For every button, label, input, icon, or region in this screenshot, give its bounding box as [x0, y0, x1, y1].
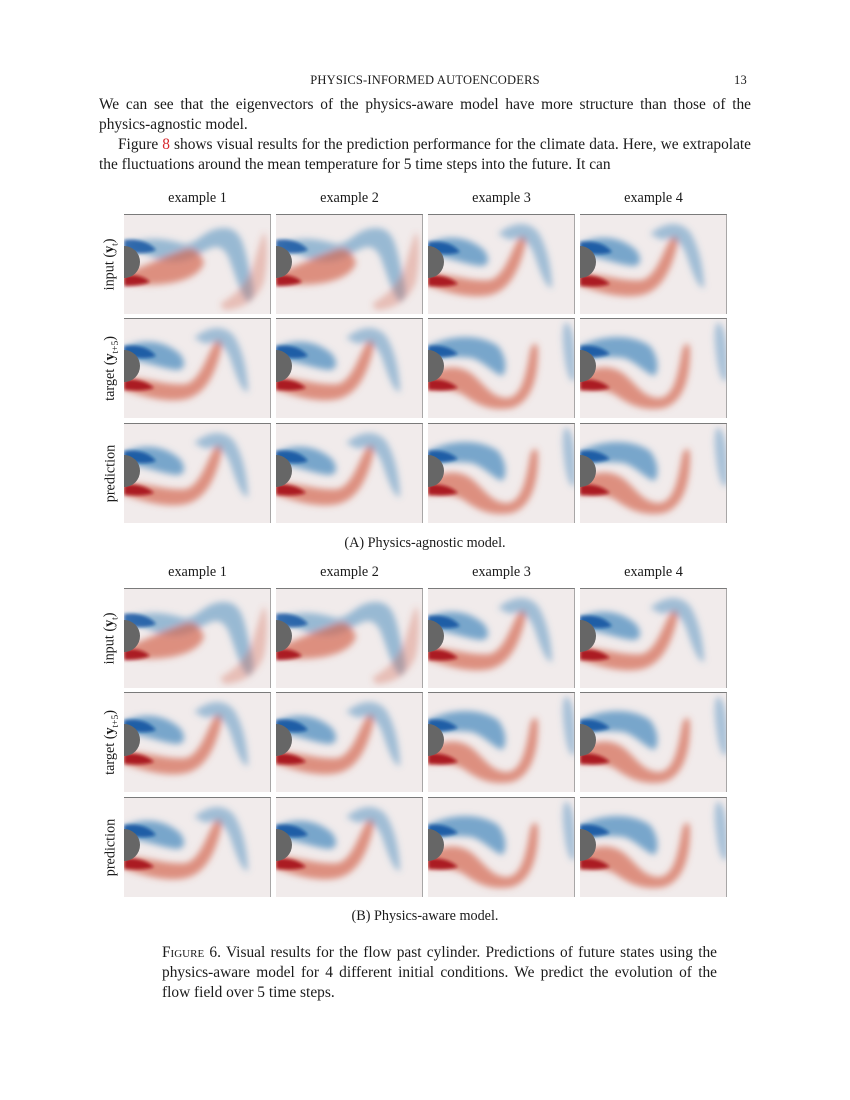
row-label-target — [100, 318, 122, 418]
subfigure-a-caption-text: Physics-agnostic model. — [367, 535, 506, 551]
paragraph-text: We can see that the eigenvectors of the physics-aware model have more structure than those of the physics-agnostic model. — [99, 96, 751, 133]
subfigure-a-label: (A) — [344, 535, 365, 551]
column-header-example-4: example 4 — [624, 564, 683, 580]
figure-caption-text: Visual results for the flow past cylinder. Predictions of future states using the physics-aware model for 4 different initial conditions. We predict the evolution of the flow field over 5 time steps. — [162, 944, 717, 1001]
row-label-prediction — [100, 423, 122, 523]
column-header-example-3: example 3 — [472, 564, 531, 580]
row-label-text: prediction — [102, 818, 119, 876]
flow-panel-target-example-4 — [580, 692, 727, 792]
paragraph-text: shows visual results for the prediction performance for the climate data. Here, we extrapolate the fluctuations around the mean temperature for 5 time steps into the future. It can — [99, 136, 752, 173]
paragraph-figure-8 — [99, 135, 751, 175]
row-label-input — [100, 588, 122, 688]
flow-panel-input-example-3 — [428, 588, 575, 688]
flow-panel-prediction-example-3 — [428, 423, 575, 523]
flow-panel-input-example-1 — [124, 588, 271, 688]
flow-panel-input-example-4 — [580, 588, 727, 688]
flow-panel-prediction-example-4 — [580, 423, 727, 523]
flow-panel-prediction-example-1 — [124, 797, 271, 897]
flow-panel-prediction-example-1 — [124, 423, 271, 523]
row-label-text: target $(y_{t+5})$ — [101, 335, 121, 401]
flow-panel-target-example-2 — [276, 692, 423, 792]
flow-panel-input-example-1 — [124, 214, 271, 314]
subfigure-b-caption-text: Physics-aware model. — [373, 908, 499, 924]
flow-panel-prediction-example-2 — [276, 423, 423, 523]
subfigure-a-caption — [0, 535, 850, 552]
column-header-example-3: example 3 — [472, 190, 531, 206]
column-header-example-2: example 2 — [320, 190, 379, 206]
paragraph-eigenvectors — [99, 95, 751, 135]
flow-panel-target-example-3 — [428, 692, 575, 792]
flow-panel-input-example-2 — [276, 588, 423, 688]
flow-panel-target-example-1 — [124, 692, 271, 792]
row-label-text: prediction — [102, 444, 119, 502]
row-label-prediction — [100, 797, 122, 897]
flow-panel-target-example-3 — [428, 318, 575, 418]
column-header-example-2: example 2 — [320, 564, 379, 580]
flow-panel-prediction-example-2 — [276, 797, 423, 897]
flow-panel-prediction-example-4 — [580, 797, 727, 897]
flow-panel-input-example-3 — [428, 214, 575, 314]
flow-panel-target-example-4 — [580, 318, 727, 418]
column-header-example-1: example 1 — [168, 190, 227, 206]
row-label-text: target $(y_{t+5})$ — [101, 709, 121, 775]
row-label-text: input $(y_t)$ — [101, 612, 121, 664]
column-headers — [124, 564, 732, 582]
subfigure-b-label: (B) — [351, 908, 371, 924]
flow-panel-input-example-2 — [276, 214, 423, 314]
subfigure-a — [100, 190, 740, 530]
flow-panel-target-example-2 — [276, 318, 423, 418]
paragraph-text: Figure — [118, 136, 163, 153]
flow-panel-target-example-1 — [124, 318, 271, 418]
figure-caption-label: Figure 6. — [162, 944, 221, 961]
column-header-example-4: example 4 — [624, 190, 683, 206]
column-headers — [124, 190, 732, 208]
column-header-example-1: example 1 — [168, 564, 227, 580]
flow-panel-prediction-example-3 — [428, 797, 575, 897]
row-label-input — [100, 214, 122, 314]
figure-caption — [162, 943, 717, 1003]
figure-8-reference-link[interactable]: 8 — [162, 136, 170, 153]
row-label-target — [100, 692, 122, 792]
subfigure-b — [100, 564, 740, 904]
row-label-text: input $(y_t)$ — [101, 238, 121, 290]
subfigure-b-caption — [0, 908, 850, 925]
page-number: 13 — [734, 73, 747, 87]
flow-panel-input-example-4 — [580, 214, 727, 314]
running-head-title: PHYSICS-INFORMED AUTOENCODERS — [310, 73, 540, 87]
